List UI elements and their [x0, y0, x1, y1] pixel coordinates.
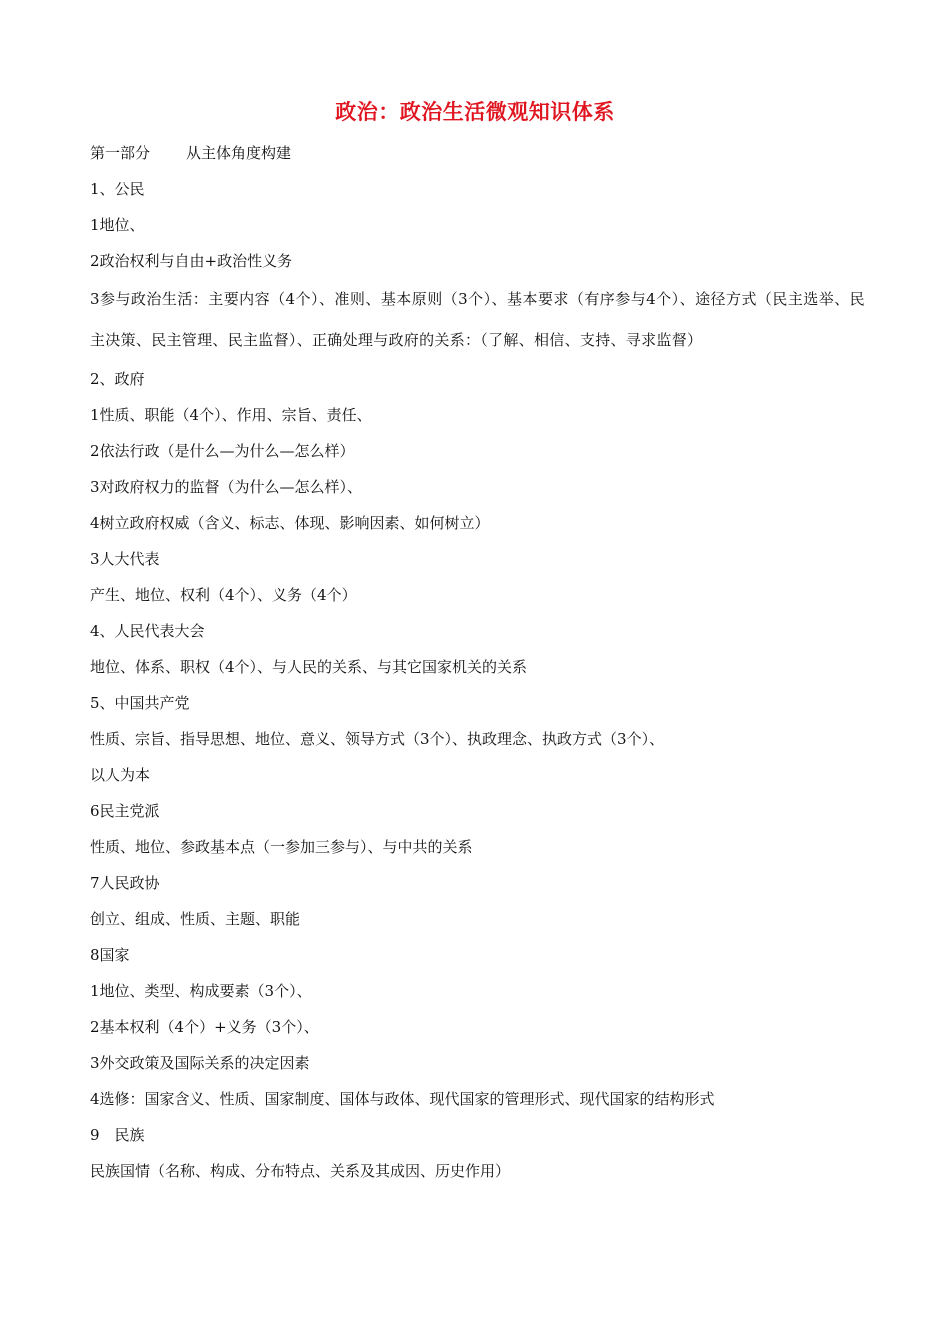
- item-line: 1性质、职能（4个）、作用、宗旨、责任、: [90, 406, 372, 424]
- item-line: 产生、地位、权利（4个）、义务（4个）: [90, 586, 357, 604]
- part-heading: [90, 135, 870, 171]
- section-heading-congress: 4、人民代表大会: [90, 622, 205, 640]
- item-line: 1地位、类型、构成要素（3个）、: [90, 982, 312, 1000]
- item-line: 4树立政府权威（含义、标志、体现、影响因素、如何树立）: [90, 514, 490, 532]
- section-heading-state: 8国家: [90, 946, 130, 964]
- part-label: 第一部分: [90, 144, 151, 162]
- section-heading-deputies: 3人大代表: [90, 550, 160, 568]
- item-line: 创立、组成、性质、主题、职能: [90, 910, 301, 928]
- section-heading-citizen: 1、公民: [90, 180, 145, 198]
- item-paragraph: 3参与政治生活：主要内容（4个）、准则、基本原则（3个）、基本要求（有序参与4个）、途径方式（民主选举、民主决策、民主管理、民主监督）、正确处理与政府的关系：（了解、相信、支持、寻求监督）: [90, 290, 865, 349]
- document-body: [90, 135, 870, 1189]
- item-line: 地位、体系、职权（4个）、与人民的关系、与其它国家机关的关系: [90, 658, 528, 676]
- item-line: 性质、地位、参政基本点（一参加三参与）、与中共的关系: [90, 838, 473, 856]
- item-line: 4选修：国家含义、性质、国家制度、国体与政体、现代国家的管理形式、现代国家的结构形式: [90, 1090, 715, 1108]
- item-line: 2依法行政（是什么—为什么—怎么样）: [90, 442, 355, 460]
- section-heading-cppcc: 7人民政协: [90, 874, 160, 892]
- item-line: 1地位、: [90, 216, 145, 234]
- item-line: 民族国情（名称、构成、分布特点、关系及其成因、历史作用）: [90, 1162, 511, 1180]
- section-heading-cpc: 5、中国共产党: [90, 694, 190, 712]
- document-title: 政治：政治生活微观知识体系: [335, 99, 615, 124]
- item-line: 3外交政策及国际关系的决定因素: [90, 1054, 310, 1072]
- item-line: 3对政府权力的监督（为什么—怎么样）、: [90, 478, 363, 496]
- section-heading-nation: 9 民族: [90, 1126, 145, 1144]
- item-line: 性质、宗旨、指导思想、地位、意义、领导方式（3个）、执政理念、执政方式（3个）、: [90, 730, 665, 748]
- section-heading-democratic-parties: 6民主党派: [90, 802, 160, 820]
- part-title: 从主体角度构建: [186, 144, 292, 162]
- item-line: 2政治权利与自由+政治性义务: [90, 252, 293, 270]
- item-line: 以人为本: [90, 766, 151, 784]
- item-line: 2基本权利（4个）+义务（3个）、: [90, 1018, 319, 1036]
- section-heading-government: 2、政府: [90, 370, 145, 388]
